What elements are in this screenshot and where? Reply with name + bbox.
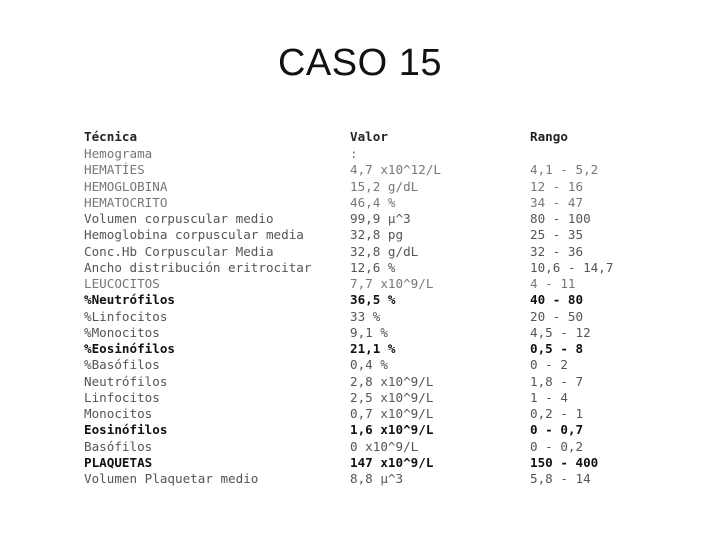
- test-value: 8,8 µ^3: [350, 471, 404, 486]
- test-range: 0,2 - 1: [530, 406, 584, 421]
- test-range: 25 - 35: [530, 227, 584, 243]
- test-range: 20 - 50: [530, 308, 584, 324]
- test-range: 0 - 0,7: [530, 422, 584, 438]
- test-value: 7,7 x10^9/L: [350, 276, 434, 291]
- test-range: 5,8 - 14: [530, 471, 591, 486]
- test-name: Hemoglobina corpuscular media: [84, 227, 304, 243]
- test-value: 1,6 x10^9/L: [350, 422, 434, 438]
- test-value: 0,7 x10^9/L: [350, 406, 434, 421]
- test-name: Eosinófilos: [84, 422, 168, 438]
- test-name: Conc.Hb Corpuscular Media: [84, 243, 274, 259]
- test-range: 4,5 - 12: [530, 324, 591, 340]
- test-range: 10,6 - 14,7: [530, 259, 614, 275]
- test-range: 80 - 100: [530, 211, 591, 226]
- test-name: Linfocitos: [84, 389, 160, 405]
- test-value: 12,6 %: [350, 259, 396, 275]
- test-value: 0,4 %: [350, 357, 388, 373]
- test-value: 33 %: [350, 308, 381, 324]
- test-range: 32 - 36: [530, 243, 584, 259]
- test-name: %Neutrófilos: [84, 292, 175, 308]
- header-value: Valor: [350, 129, 388, 144]
- test-value: 46,4 %: [350, 194, 396, 210]
- test-value: 36,5 %: [350, 292, 396, 308]
- test-range: 1,8 - 7: [530, 373, 584, 389]
- header-range: Rango: [530, 129, 568, 144]
- test-range: 1 - 4: [530, 389, 568, 405]
- test-range: 4,1 - 5,2: [530, 162, 599, 178]
- test-value: 2,8 x10^9/L: [350, 373, 434, 389]
- test-name: %Basófilos: [84, 357, 160, 373]
- test-range: 40 - 80: [530, 292, 584, 308]
- test-name: HEMOGLOBINA: [84, 178, 168, 194]
- test-value: 32,8 g/dL: [350, 243, 419, 259]
- test-name: Hemograma: [84, 146, 153, 161]
- test-name: Monocitos: [84, 406, 153, 421]
- test-value: :: [350, 146, 358, 161]
- test-value: 9,1 %: [350, 324, 388, 340]
- test-name: Volumen Plaquetar medio: [84, 471, 259, 486]
- header-technique: Técnica: [84, 129, 138, 144]
- test-name: Volumen corpuscular medio: [84, 211, 274, 226]
- test-value: 2,5 x10^9/L: [350, 389, 434, 405]
- test-range: 12 - 16: [530, 178, 584, 194]
- test-value: 15,2 g/dL: [350, 178, 419, 194]
- test-name: HEMATOCRITO: [84, 194, 168, 210]
- test-name: HEMATÍES: [84, 162, 145, 178]
- test-range: 0 - 0,2: [530, 438, 584, 454]
- test-value: 147 x10^9/L: [350, 454, 434, 470]
- test-value: 21,1 %: [350, 341, 396, 356]
- test-range: 34 - 47: [530, 194, 584, 210]
- test-value: 99,9 µ^3: [350, 211, 411, 226]
- test-name: %Eosinófilos: [84, 341, 175, 356]
- test-range: 4 - 11: [530, 276, 576, 291]
- test-name: %Monocitos: [84, 324, 160, 340]
- test-value: 0 x10^9/L: [350, 438, 419, 454]
- test-range: 0 - 2: [530, 357, 568, 373]
- test-range: 150 - 400: [530, 454, 599, 470]
- test-name: PLAQUETAS: [84, 454, 153, 470]
- test-name: Neutrófilos: [84, 373, 168, 389]
- test-value: 32,8 pg: [350, 227, 404, 243]
- test-name: LEUCOCITOS: [84, 276, 160, 291]
- test-name: Basófilos: [84, 438, 153, 454]
- test-name: Ancho distribución eritrocitar: [84, 259, 312, 275]
- test-range: 0,5 - 8: [530, 341, 584, 356]
- test-name: %Linfocitos: [84, 308, 168, 324]
- slide-title: CASO 15: [277, 42, 443, 84]
- test-value: 4,7 x10^12/L: [350, 162, 441, 178]
